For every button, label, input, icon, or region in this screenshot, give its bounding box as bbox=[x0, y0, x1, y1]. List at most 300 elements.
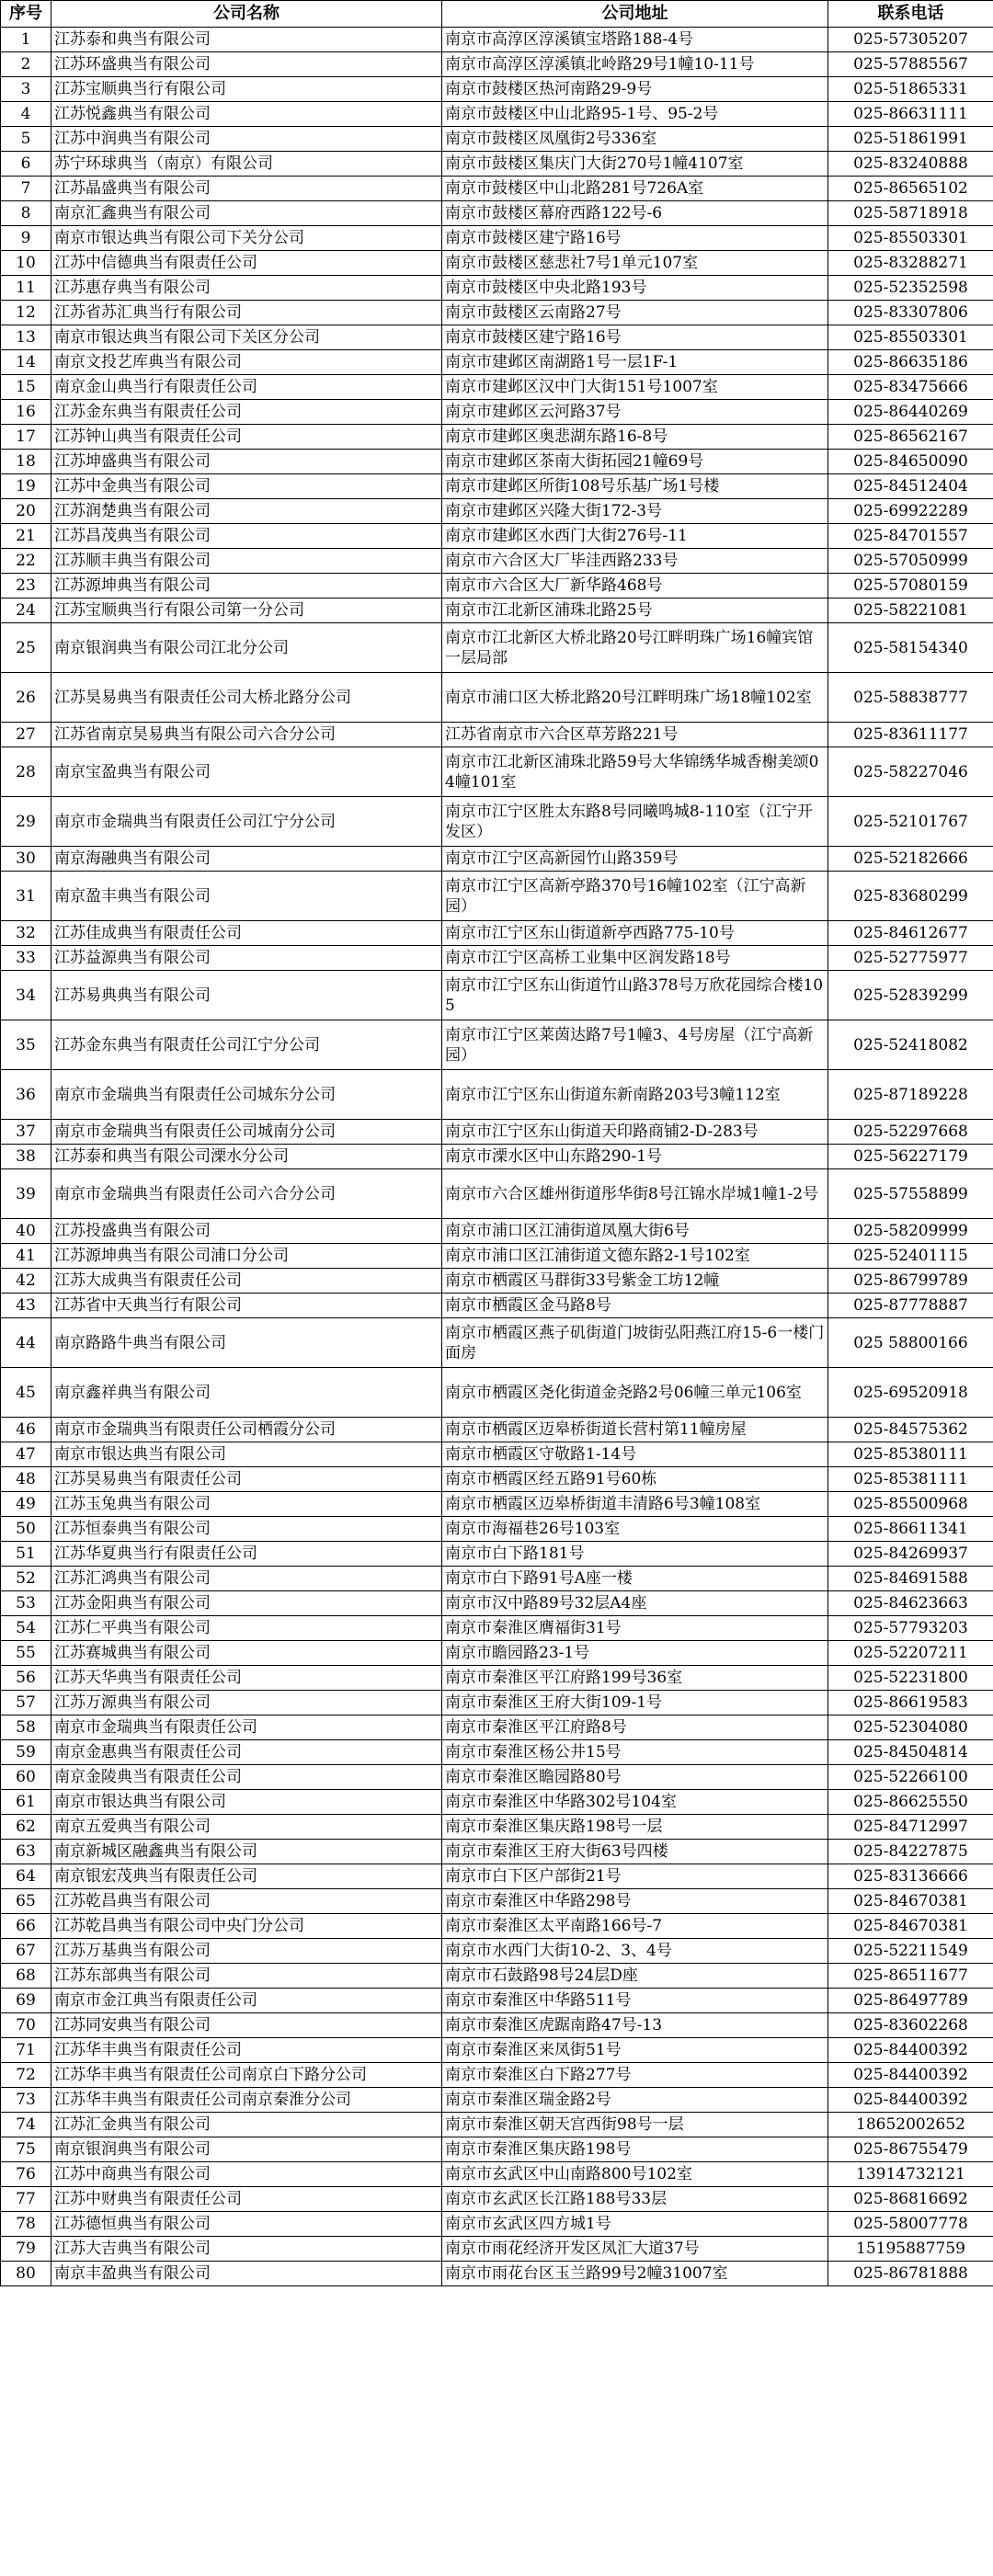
table-row bbox=[1, 747, 993, 797]
row-company-address: 南京市高淳区淳溪镇北岭路29号1幢10-11号 bbox=[442, 52, 828, 77]
row-serial-number: 46 bbox=[1, 1418, 51, 1442]
row-serial-number: 16 bbox=[1, 400, 51, 425]
row-company-address: 南京市高淳区淳溪镇宝塔路188-4号 bbox=[442, 28, 828, 52]
row-company-name: 江苏赛城典当有限公司 bbox=[51, 1641, 442, 1666]
row-contact-phone: 025-86631111 bbox=[828, 102, 993, 127]
row-serial-number: 57 bbox=[1, 1691, 51, 1715]
table-row bbox=[1, 524, 993, 549]
row-company-address: 南京市栖霞区经五路91号60栋 bbox=[442, 1467, 828, 1492]
row-company-address: 南京市秦淮区膺福街31号 bbox=[442, 1616, 828, 1641]
row-contact-phone: 025-85380111 bbox=[828, 1442, 993, 1467]
row-contact-phone: 025-56227179 bbox=[828, 1145, 993, 1169]
row-serial-number: 27 bbox=[1, 723, 51, 747]
row-serial-number: 51 bbox=[1, 1542, 51, 1567]
row-company-address: 南京市栖霞区燕子矶街道门坡街弘阳燕江府15-6一楼门面房 bbox=[442, 1318, 828, 1368]
row-contact-phone: 025-52266100 bbox=[828, 1765, 993, 1790]
row-company-name: 江苏钟山典当有限责任公司 bbox=[51, 425, 442, 450]
table-row bbox=[1, 872, 993, 921]
table-row bbox=[1, 474, 993, 499]
row-serial-number: 9 bbox=[1, 226, 51, 251]
row-company-name: 南京文投艺库典当有限公司 bbox=[51, 350, 442, 375]
row-company-address: 南京市江宁区高新亭路370号16幢102室（江宁高新园） bbox=[442, 872, 828, 921]
row-company-address: 南京市六合区大厂毕洼西路233号 bbox=[442, 549, 828, 574]
table-row bbox=[1, 127, 993, 152]
row-company-address: 南京市浦口区江浦街道文德东路2-1号102室 bbox=[442, 1244, 828, 1269]
row-contact-phone: 025-52418082 bbox=[828, 1020, 993, 1070]
row-company-address: 南京市秦淮区中华路511号 bbox=[442, 1989, 828, 2013]
row-company-address: 南京市鼓楼区热河南路29-9号 bbox=[442, 77, 828, 102]
row-company-name: 南京市金瑞典当有限责任公司 bbox=[51, 1715, 442, 1740]
table-row bbox=[1, 2063, 993, 2088]
row-company-address: 南京市鼓楼区中央北路193号 bbox=[442, 276, 828, 301]
row-contact-phone: 025-52207211 bbox=[828, 1641, 993, 1666]
row-contact-phone: 025-84400392 bbox=[828, 2088, 993, 2113]
row-contact-phone: 025-85503301 bbox=[828, 325, 993, 350]
row-company-name: 江苏恒泰典当有限公司 bbox=[51, 1517, 442, 1542]
row-company-name: 南京市银达典当有限公司下关区分公司 bbox=[51, 325, 442, 350]
row-serial-number: 66 bbox=[1, 1914, 51, 1939]
row-company-name: 江苏悦鑫典当有限公司 bbox=[51, 102, 442, 127]
row-serial-number: 38 bbox=[1, 1145, 51, 1169]
row-company-name: 江苏德恒典当有限公司 bbox=[51, 2212, 442, 2237]
row-company-address: 南京市水西门大街10-2、3、4号 bbox=[442, 1939, 828, 1964]
row-company-name: 南京市金瑞典当有限责任公司六合分公司 bbox=[51, 1169, 442, 1219]
row-contact-phone: 025-86565102 bbox=[828, 177, 993, 201]
row-serial-number: 1 bbox=[1, 28, 51, 52]
row-company-name: 南京汇鑫典当有限公司 bbox=[51, 201, 442, 226]
row-company-name: 南京市金瑞典当有限责任公司栖霞分公司 bbox=[51, 1418, 442, 1442]
table-row bbox=[1, 152, 993, 177]
row-company-address: 南京市秦淮区王府大街109-1号 bbox=[442, 1691, 828, 1715]
row-contact-phone: 025-86562167 bbox=[828, 425, 993, 450]
table-row bbox=[1, 2038, 993, 2063]
table-row bbox=[1, 177, 993, 201]
row-company-name: 江苏易典典当有限公司 bbox=[51, 971, 442, 1020]
row-company-address: 南京市鼓楼区幕府西路122号-6 bbox=[442, 201, 828, 226]
table-row bbox=[1, 1691, 993, 1715]
row-company-name: 苏宁环球典当（南京）有限公司 bbox=[51, 152, 442, 177]
row-company-name: 南京路路牛典当有限公司 bbox=[51, 1318, 442, 1368]
table-row bbox=[1, 1616, 993, 1641]
row-serial-number: 65 bbox=[1, 1889, 51, 1914]
row-contact-phone: 025-52297668 bbox=[828, 1120, 993, 1145]
row-contact-phone: 025 58800166 bbox=[828, 1318, 993, 1368]
row-contact-phone: 025-52775977 bbox=[828, 946, 993, 971]
table-row bbox=[1, 1542, 993, 1567]
row-serial-number: 21 bbox=[1, 524, 51, 549]
row-contact-phone: 025-84227875 bbox=[828, 1840, 993, 1864]
row-company-name: 江苏汇鸿典当有限公司 bbox=[51, 1567, 442, 1591]
table-row bbox=[1, 1517, 993, 1542]
row-company-name: 南京市金江典当有限责任公司 bbox=[51, 1989, 442, 2013]
row-company-name: 江苏金东典当有限责任公司 bbox=[51, 400, 442, 425]
row-contact-phone: 025-83240888 bbox=[828, 152, 993, 177]
row-contact-phone: 025-84575362 bbox=[828, 1418, 993, 1442]
row-serial-number: 56 bbox=[1, 1666, 51, 1691]
row-contact-phone: 13914732121 bbox=[828, 2162, 993, 2187]
table-row bbox=[1, 1567, 993, 1591]
row-contact-phone: 025-52101767 bbox=[828, 797, 993, 847]
row-serial-number: 60 bbox=[1, 1765, 51, 1790]
table-row bbox=[1, 1467, 993, 1492]
row-company-address: 南京市建邺区汉中门大街151号1007室 bbox=[442, 375, 828, 400]
row-serial-number: 31 bbox=[1, 872, 51, 921]
row-company-address: 南京市鼓楼区中山北路281号726A室 bbox=[442, 177, 828, 201]
row-serial-number: 50 bbox=[1, 1517, 51, 1542]
table-row bbox=[1, 1889, 993, 1914]
row-contact-phone: 025-84712997 bbox=[828, 1815, 993, 1840]
table-row bbox=[1, 549, 993, 574]
row-serial-number: 24 bbox=[1, 598, 51, 623]
row-company-address: 南京市建邺区南湖路1号一层1F-1 bbox=[442, 350, 828, 375]
row-contact-phone: 15195887759 bbox=[828, 2237, 993, 2262]
row-contact-phone: 025-85503301 bbox=[828, 226, 993, 251]
row-company-address: 南京市汉中路89号32层A4座 bbox=[442, 1591, 828, 1616]
row-contact-phone: 025-83602268 bbox=[828, 2013, 993, 2038]
table-row bbox=[1, 971, 993, 1020]
row-serial-number: 17 bbox=[1, 425, 51, 450]
row-contact-phone: 025-51865331 bbox=[828, 77, 993, 102]
table-row bbox=[1, 1120, 993, 1145]
row-serial-number: 68 bbox=[1, 1964, 51, 1989]
table-row bbox=[1, 325, 993, 350]
table-row bbox=[1, 1294, 993, 1318]
row-contact-phone: 025-84612677 bbox=[828, 921, 993, 946]
table-row bbox=[1, 1169, 993, 1219]
row-company-name: 江苏昊易典当有限责任公司 bbox=[51, 1467, 442, 1492]
table-row bbox=[1, 2187, 993, 2212]
row-contact-phone: 025-57885567 bbox=[828, 52, 993, 77]
row-company-address: 南京市秦淮区王府大街63号四楼 bbox=[442, 1840, 828, 1864]
row-contact-phone: 025-52401115 bbox=[828, 1244, 993, 1269]
row-company-name: 南京海融典当有限公司 bbox=[51, 847, 442, 872]
row-contact-phone: 025-86625550 bbox=[828, 1790, 993, 1815]
row-company-name: 江苏源坤典当有限公司 bbox=[51, 574, 442, 598]
row-company-address: 南京市江宁区东山街道天印路商铺2-D-283号 bbox=[442, 1120, 828, 1145]
row-company-name: 南京市银达典当有限公司下关分公司 bbox=[51, 226, 442, 251]
row-contact-phone: 025-86781888 bbox=[828, 2262, 993, 2286]
row-company-address: 南京市秦淮区平江府路199号36室 bbox=[442, 1666, 828, 1691]
row-company-address: 南京市六合区雄州街道彤华街8号江锦水岸城1幢1-2号 bbox=[442, 1169, 828, 1219]
row-serial-number: 15 bbox=[1, 375, 51, 400]
row-company-address: 南京市雨花台区玉兰路99号2幢31007室 bbox=[442, 2262, 828, 2286]
row-company-name: 江苏省苏汇典当行有限公司 bbox=[51, 301, 442, 325]
table-row bbox=[1, 1989, 993, 2013]
row-serial-number: 40 bbox=[1, 1219, 51, 1244]
row-contact-phone: 025-51861991 bbox=[828, 127, 993, 152]
row-contact-phone: 025-58221081 bbox=[828, 598, 993, 623]
row-company-name: 南京市金瑞典当有限责任公司城东分公司 bbox=[51, 1070, 442, 1120]
header-company-address: 公司地址 bbox=[442, 1, 828, 28]
row-company-name: 江苏金阳典当有限公司 bbox=[51, 1591, 442, 1616]
header-contact-phone: 联系电话 bbox=[828, 1, 993, 28]
row-serial-number: 12 bbox=[1, 301, 51, 325]
table-row bbox=[1, 2162, 993, 2187]
row-contact-phone: 025-84400392 bbox=[828, 2038, 993, 2063]
row-company-name: 江苏宝顺典当行有限公司第一分公司 bbox=[51, 598, 442, 623]
row-serial-number: 67 bbox=[1, 1939, 51, 1964]
table-row bbox=[1, 1740, 993, 1765]
row-serial-number: 30 bbox=[1, 847, 51, 872]
table-row bbox=[1, 1591, 993, 1616]
row-company-name: 南京金陵典当有限责任公司 bbox=[51, 1765, 442, 1790]
row-contact-phone: 025-87189228 bbox=[828, 1070, 993, 1120]
row-company-name: 江苏大成典当有限责任公司 bbox=[51, 1269, 442, 1294]
header-row bbox=[1, 1, 993, 28]
table-row bbox=[1, 2137, 993, 2162]
table-row bbox=[1, 1318, 993, 1368]
row-serial-number: 25 bbox=[1, 623, 51, 673]
row-contact-phone: 025-58227046 bbox=[828, 747, 993, 797]
row-company-address: 南京市栖霞区守敬路1-14号 bbox=[442, 1442, 828, 1467]
row-company-name: 江苏玉兔典当有限公司 bbox=[51, 1492, 442, 1517]
row-company-name: 南京市金瑞典当有限责任公司江宁分公司 bbox=[51, 797, 442, 847]
row-company-address: 南京市江宁区高桥工业集中区润发路18号 bbox=[442, 946, 828, 971]
row-serial-number: 23 bbox=[1, 574, 51, 598]
row-company-address: 南京市鼓楼区建宁路16号 bbox=[442, 226, 828, 251]
row-company-address: 南京市江宁区莱茵达路7号1幢3、4号房屋（江宁高新园） bbox=[442, 1020, 828, 1070]
row-company-name: 江苏中商典当有限公司 bbox=[51, 2162, 442, 2187]
row-company-address: 南京市栖霞区迈皋桥街道长营村第11幢房屋 bbox=[442, 1418, 828, 1442]
row-contact-phone: 025-83680299 bbox=[828, 872, 993, 921]
row-company-name: 南京金山典当行有限责任公司 bbox=[51, 375, 442, 400]
row-serial-number: 73 bbox=[1, 2088, 51, 2113]
row-serial-number: 39 bbox=[1, 1169, 51, 1219]
row-contact-phone: 025-57793203 bbox=[828, 1616, 993, 1641]
row-company-name: 江苏省中天典当行有限公司 bbox=[51, 1294, 442, 1318]
row-contact-phone: 025-84269937 bbox=[828, 1542, 993, 1567]
row-company-name: 南京五爱典当有限公司 bbox=[51, 1815, 442, 1840]
row-company-name: 江苏环盛典当有限公司 bbox=[51, 52, 442, 77]
row-company-address: 南京市秦淮区朝天宫西街98号一层 bbox=[442, 2113, 828, 2137]
row-serial-number: 80 bbox=[1, 2262, 51, 2286]
table-row bbox=[1, 276, 993, 301]
row-company-address: 南京市建邺区水西门大街276号-11 bbox=[442, 524, 828, 549]
table-row bbox=[1, 1418, 993, 1442]
row-company-address: 南京市白下路91号A座一楼 bbox=[442, 1567, 828, 1591]
row-serial-number: 32 bbox=[1, 921, 51, 946]
row-contact-phone: 025-86619583 bbox=[828, 1691, 993, 1715]
row-company-address: 南京市秦淮区瞻园路80号 bbox=[442, 1765, 828, 1790]
row-contact-phone: 025-52352598 bbox=[828, 276, 993, 301]
row-company-name: 江苏仁平典当有限公司 bbox=[51, 1616, 442, 1641]
row-serial-number: 76 bbox=[1, 2162, 51, 2187]
row-serial-number: 74 bbox=[1, 2113, 51, 2137]
row-company-name: 南京市银达典当有限公司 bbox=[51, 1442, 442, 1467]
table-row bbox=[1, 2212, 993, 2237]
table-row bbox=[1, 499, 993, 524]
row-contact-phone: 025-87778887 bbox=[828, 1294, 993, 1318]
table-row bbox=[1, 1219, 993, 1244]
row-company-address: 南京市江宁区东山街道竹山路378号万欣花园综合楼105 bbox=[442, 971, 828, 1020]
row-company-name: 南京市金瑞典当有限责任公司城南分公司 bbox=[51, 1120, 442, 1145]
row-serial-number: 37 bbox=[1, 1120, 51, 1145]
row-company-address: 南京市栖霞区迈皋桥街道丰清路6号3幢108室 bbox=[442, 1492, 828, 1517]
row-company-name: 江苏泰和典当有限公司 bbox=[51, 28, 442, 52]
row-contact-phone: 025-84701557 bbox=[828, 524, 993, 549]
row-contact-phone: 025-85381111 bbox=[828, 1467, 993, 1492]
row-company-address: 南京市六合区大厂新华路468号 bbox=[442, 574, 828, 598]
row-company-address: 南京市江北新区大桥北路20号江畔明珠广场16幢宾馆一层局部 bbox=[442, 623, 828, 673]
row-company-address: 南京市江宁区东山街道新亭西路775-10号 bbox=[442, 921, 828, 946]
row-company-name: 江苏源坤典当有限公司浦口分公司 bbox=[51, 1244, 442, 1269]
row-company-address: 南京市建邺区所街108号乐基广场1号楼 bbox=[442, 474, 828, 499]
row-serial-number: 58 bbox=[1, 1715, 51, 1740]
row-company-address: 江苏省南京市六合区草芳路221号 bbox=[442, 723, 828, 747]
row-contact-phone: 025-84670381 bbox=[828, 1889, 993, 1914]
row-serial-number: 3 bbox=[1, 77, 51, 102]
table-row bbox=[1, 1939, 993, 1964]
row-company-address: 南京市海福巷26号103室 bbox=[442, 1517, 828, 1542]
row-company-name: 江苏投盛典当有限公司 bbox=[51, 1219, 442, 1244]
row-company-name: 江苏万源典当有限公司 bbox=[51, 1691, 442, 1715]
table-row bbox=[1, 1964, 993, 1989]
row-serial-number: 18 bbox=[1, 450, 51, 474]
table-row bbox=[1, 400, 993, 425]
table-row bbox=[1, 1641, 993, 1666]
row-company-name: 江苏省南京昊易典当有限公司六合分公司 bbox=[51, 723, 442, 747]
row-company-name: 江苏万基典当有限公司 bbox=[51, 1939, 442, 1964]
row-contact-phone: 025-85500968 bbox=[828, 1492, 993, 1517]
row-company-name: 南京鑫祥典当有限公司 bbox=[51, 1368, 442, 1418]
row-serial-number: 20 bbox=[1, 499, 51, 524]
row-company-address: 南京市秦淮区集庆路198号 bbox=[442, 2137, 828, 2162]
row-company-name: 江苏惠存典当有限公司 bbox=[51, 276, 442, 301]
row-company-address: 南京市栖霞区尧化街道金尧路2号06幢三单元106室 bbox=[442, 1368, 828, 1418]
table-row bbox=[1, 673, 993, 723]
row-company-address: 南京市江宁区高新园竹山路359号 bbox=[442, 847, 828, 872]
row-contact-phone: 025-52839299 bbox=[828, 971, 993, 1020]
table-row bbox=[1, 1070, 993, 1120]
row-company-address: 南京市秦淮区中华路298号 bbox=[442, 1889, 828, 1914]
row-contact-phone: 025-84512404 bbox=[828, 474, 993, 499]
table-row bbox=[1, 598, 993, 623]
row-contact-phone: 025-58718918 bbox=[828, 201, 993, 226]
row-contact-phone: 025-52182666 bbox=[828, 847, 993, 872]
row-company-address: 南京市栖霞区金马路8号 bbox=[442, 1294, 828, 1318]
row-company-name: 江苏昊易典当有限责任公司大桥北路分公司 bbox=[51, 673, 442, 723]
row-company-name: 江苏乾昌典当有限公司 bbox=[51, 1889, 442, 1914]
table-row bbox=[1, 1765, 993, 1790]
row-company-address: 南京市秦淮区虎踞南路47号-13 bbox=[442, 2013, 828, 2038]
row-serial-number: 48 bbox=[1, 1467, 51, 1492]
row-serial-number: 71 bbox=[1, 2038, 51, 2063]
row-serial-number: 43 bbox=[1, 1294, 51, 1318]
row-company-name: 南京银宏茂典当有限责任公司 bbox=[51, 1864, 442, 1889]
row-serial-number: 11 bbox=[1, 276, 51, 301]
row-company-address: 南京市鼓楼区建宁路16号 bbox=[442, 325, 828, 350]
row-serial-number: 14 bbox=[1, 350, 51, 375]
row-company-address: 南京市江宁区胜太东路8号同曦鸣城8-110室（江宁开发区） bbox=[442, 797, 828, 847]
row-contact-phone: 025-84650090 bbox=[828, 450, 993, 474]
row-serial-number: 72 bbox=[1, 2063, 51, 2088]
row-contact-phone: 025-86511677 bbox=[828, 1964, 993, 1989]
row-serial-number: 33 bbox=[1, 946, 51, 971]
row-company-address: 南京市栖霞区马群街33号紫金工坊12幢 bbox=[442, 1269, 828, 1294]
table-row bbox=[1, 1492, 993, 1517]
row-company-name: 江苏益源典当有限公司 bbox=[51, 946, 442, 971]
row-serial-number: 36 bbox=[1, 1070, 51, 1120]
table-row bbox=[1, 1442, 993, 1467]
row-serial-number: 77 bbox=[1, 2187, 51, 2212]
row-contact-phone: 025-69520918 bbox=[828, 1368, 993, 1418]
table-row bbox=[1, 52, 993, 77]
table-row bbox=[1, 847, 993, 872]
row-company-name: 江苏汇金典当有限公司 bbox=[51, 2113, 442, 2137]
row-serial-number: 42 bbox=[1, 1269, 51, 1294]
row-contact-phone: 025-52231800 bbox=[828, 1666, 993, 1691]
row-company-name: 江苏顺丰典当有限公司 bbox=[51, 549, 442, 574]
table-body bbox=[1, 28, 993, 2286]
row-contact-phone: 025-58209999 bbox=[828, 1219, 993, 1244]
table-row bbox=[1, 1840, 993, 1864]
row-company-address: 南京市秦淮区杨公井15号 bbox=[442, 1740, 828, 1765]
row-serial-number: 41 bbox=[1, 1244, 51, 1269]
row-serial-number: 8 bbox=[1, 201, 51, 226]
row-contact-phone: 025-84670381 bbox=[828, 1914, 993, 1939]
row-contact-phone: 025-83136666 bbox=[828, 1864, 993, 1889]
row-serial-number: 52 bbox=[1, 1567, 51, 1591]
row-serial-number: 29 bbox=[1, 797, 51, 847]
row-contact-phone: 025-58007778 bbox=[828, 2212, 993, 2237]
row-company-address: 南京市秦淮区中华路302号104室 bbox=[442, 1790, 828, 1815]
row-company-address: 南京市瞻园路23-1号 bbox=[442, 1641, 828, 1666]
row-serial-number: 22 bbox=[1, 549, 51, 574]
table-row bbox=[1, 1815, 993, 1840]
row-company-name: 江苏中财典当有限责任公司 bbox=[51, 2187, 442, 2212]
table-row bbox=[1, 28, 993, 52]
row-contact-phone: 025-83307806 bbox=[828, 301, 993, 325]
table-row bbox=[1, 201, 993, 226]
row-company-address: 南京市江北新区浦珠北路25号 bbox=[442, 598, 828, 623]
row-contact-phone: 025-86611341 bbox=[828, 1517, 993, 1542]
row-company-address: 南京市江北新区浦珠北路59号大华锦绣华城香榭美颂04幢101室 bbox=[442, 747, 828, 797]
row-company-name: 江苏华丰典当有限责任公司 bbox=[51, 2038, 442, 2063]
row-contact-phone: 025-86635186 bbox=[828, 350, 993, 375]
row-contact-phone: 025-83288271 bbox=[828, 251, 993, 276]
row-contact-phone: 025-86799789 bbox=[828, 1269, 993, 1294]
table-row bbox=[1, 723, 993, 747]
row-contact-phone: 025-52211549 bbox=[828, 1939, 993, 1964]
row-serial-number: 54 bbox=[1, 1616, 51, 1641]
row-company-name: 江苏泰和典当有限公司溧水分公司 bbox=[51, 1145, 442, 1169]
table-row bbox=[1, 251, 993, 276]
row-company-address: 南京市浦口区大桥北路20号江畔明珠广场18幢102室 bbox=[442, 673, 828, 723]
table-row bbox=[1, 574, 993, 598]
row-serial-number: 45 bbox=[1, 1368, 51, 1418]
row-contact-phone: 025-84504814 bbox=[828, 1740, 993, 1765]
table-row bbox=[1, 1790, 993, 1815]
row-serial-number: 5 bbox=[1, 127, 51, 152]
row-company-address: 南京市溧水区中山东路290-1号 bbox=[442, 1145, 828, 1169]
table-row bbox=[1, 1914, 993, 1939]
row-contact-phone: 025-69922289 bbox=[828, 499, 993, 524]
table-row bbox=[1, 1020, 993, 1070]
table-row bbox=[1, 1864, 993, 1889]
row-serial-number: 61 bbox=[1, 1790, 51, 1815]
row-serial-number: 26 bbox=[1, 673, 51, 723]
table-row bbox=[1, 425, 993, 450]
row-company-address: 南京市秦淮区平江府路8号 bbox=[442, 1715, 828, 1740]
row-company-name: 江苏宝顺典当行有限公司 bbox=[51, 77, 442, 102]
row-company-address: 南京市秦淮区来凤街51号 bbox=[442, 2038, 828, 2063]
row-serial-number: 59 bbox=[1, 1740, 51, 1765]
table-row bbox=[1, 450, 993, 474]
table-row bbox=[1, 1368, 993, 1418]
row-company-address: 南京市鼓楼区云南路27号 bbox=[442, 301, 828, 325]
row-contact-phone: 025-84400392 bbox=[828, 2063, 993, 2088]
row-company-name: 江苏金东典当有限责任公司江宁分公司 bbox=[51, 1020, 442, 1070]
